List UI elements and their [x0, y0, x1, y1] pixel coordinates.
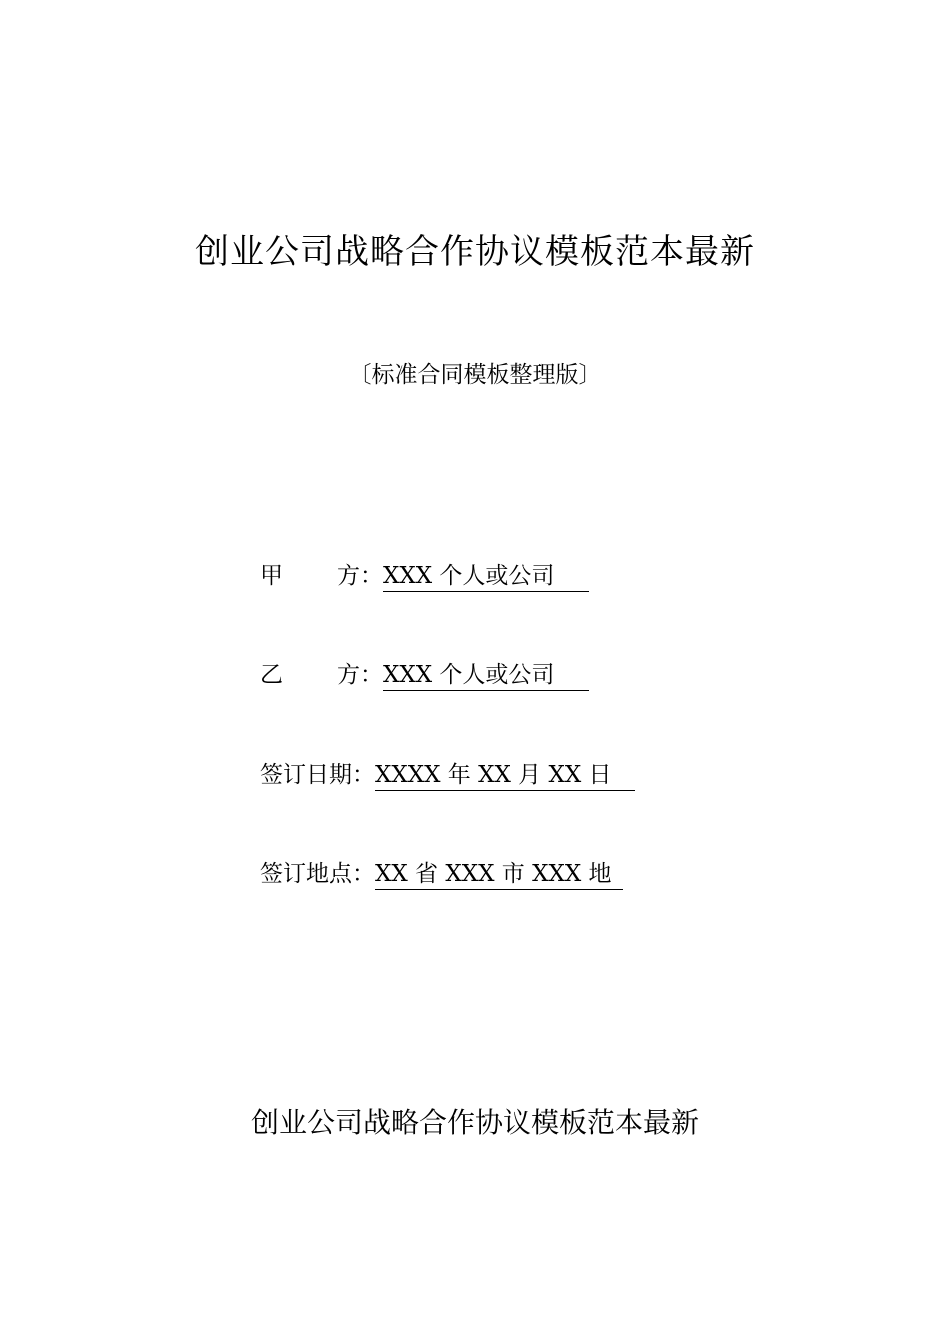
party-a-label-last: 方：	[337, 563, 383, 589]
document-subtitle: 〔标准合同模板整理版〕	[348, 362, 602, 388]
party-a-value: XXX 个人或公司	[383, 561, 589, 592]
sign-place-value: XX 省 XXX 市 XXX 地	[375, 859, 623, 890]
party-b-row	[260, 658, 589, 692]
party-b-value: XXX 个人或公司	[383, 660, 589, 691]
sign-date-label: 签订日期：	[260, 762, 375, 788]
party-b-label-first: 乙	[260, 662, 283, 688]
party-a-label-first: 甲	[260, 563, 283, 589]
document-title: 创业公司战略合作协议模板范本最新	[195, 232, 755, 272]
sign-date-row	[260, 758, 635, 792]
party-b-label-last: 方：	[337, 662, 383, 688]
sign-date-value: XXXX 年 XX 月 XX 日	[375, 760, 635, 791]
sign-place-row	[260, 857, 623, 891]
footer-title: 创业公司战略合作协议模板范本最新	[250, 1106, 699, 1139]
sign-place-label: 签订地点：	[260, 861, 375, 887]
party-a-row	[260, 559, 589, 593]
